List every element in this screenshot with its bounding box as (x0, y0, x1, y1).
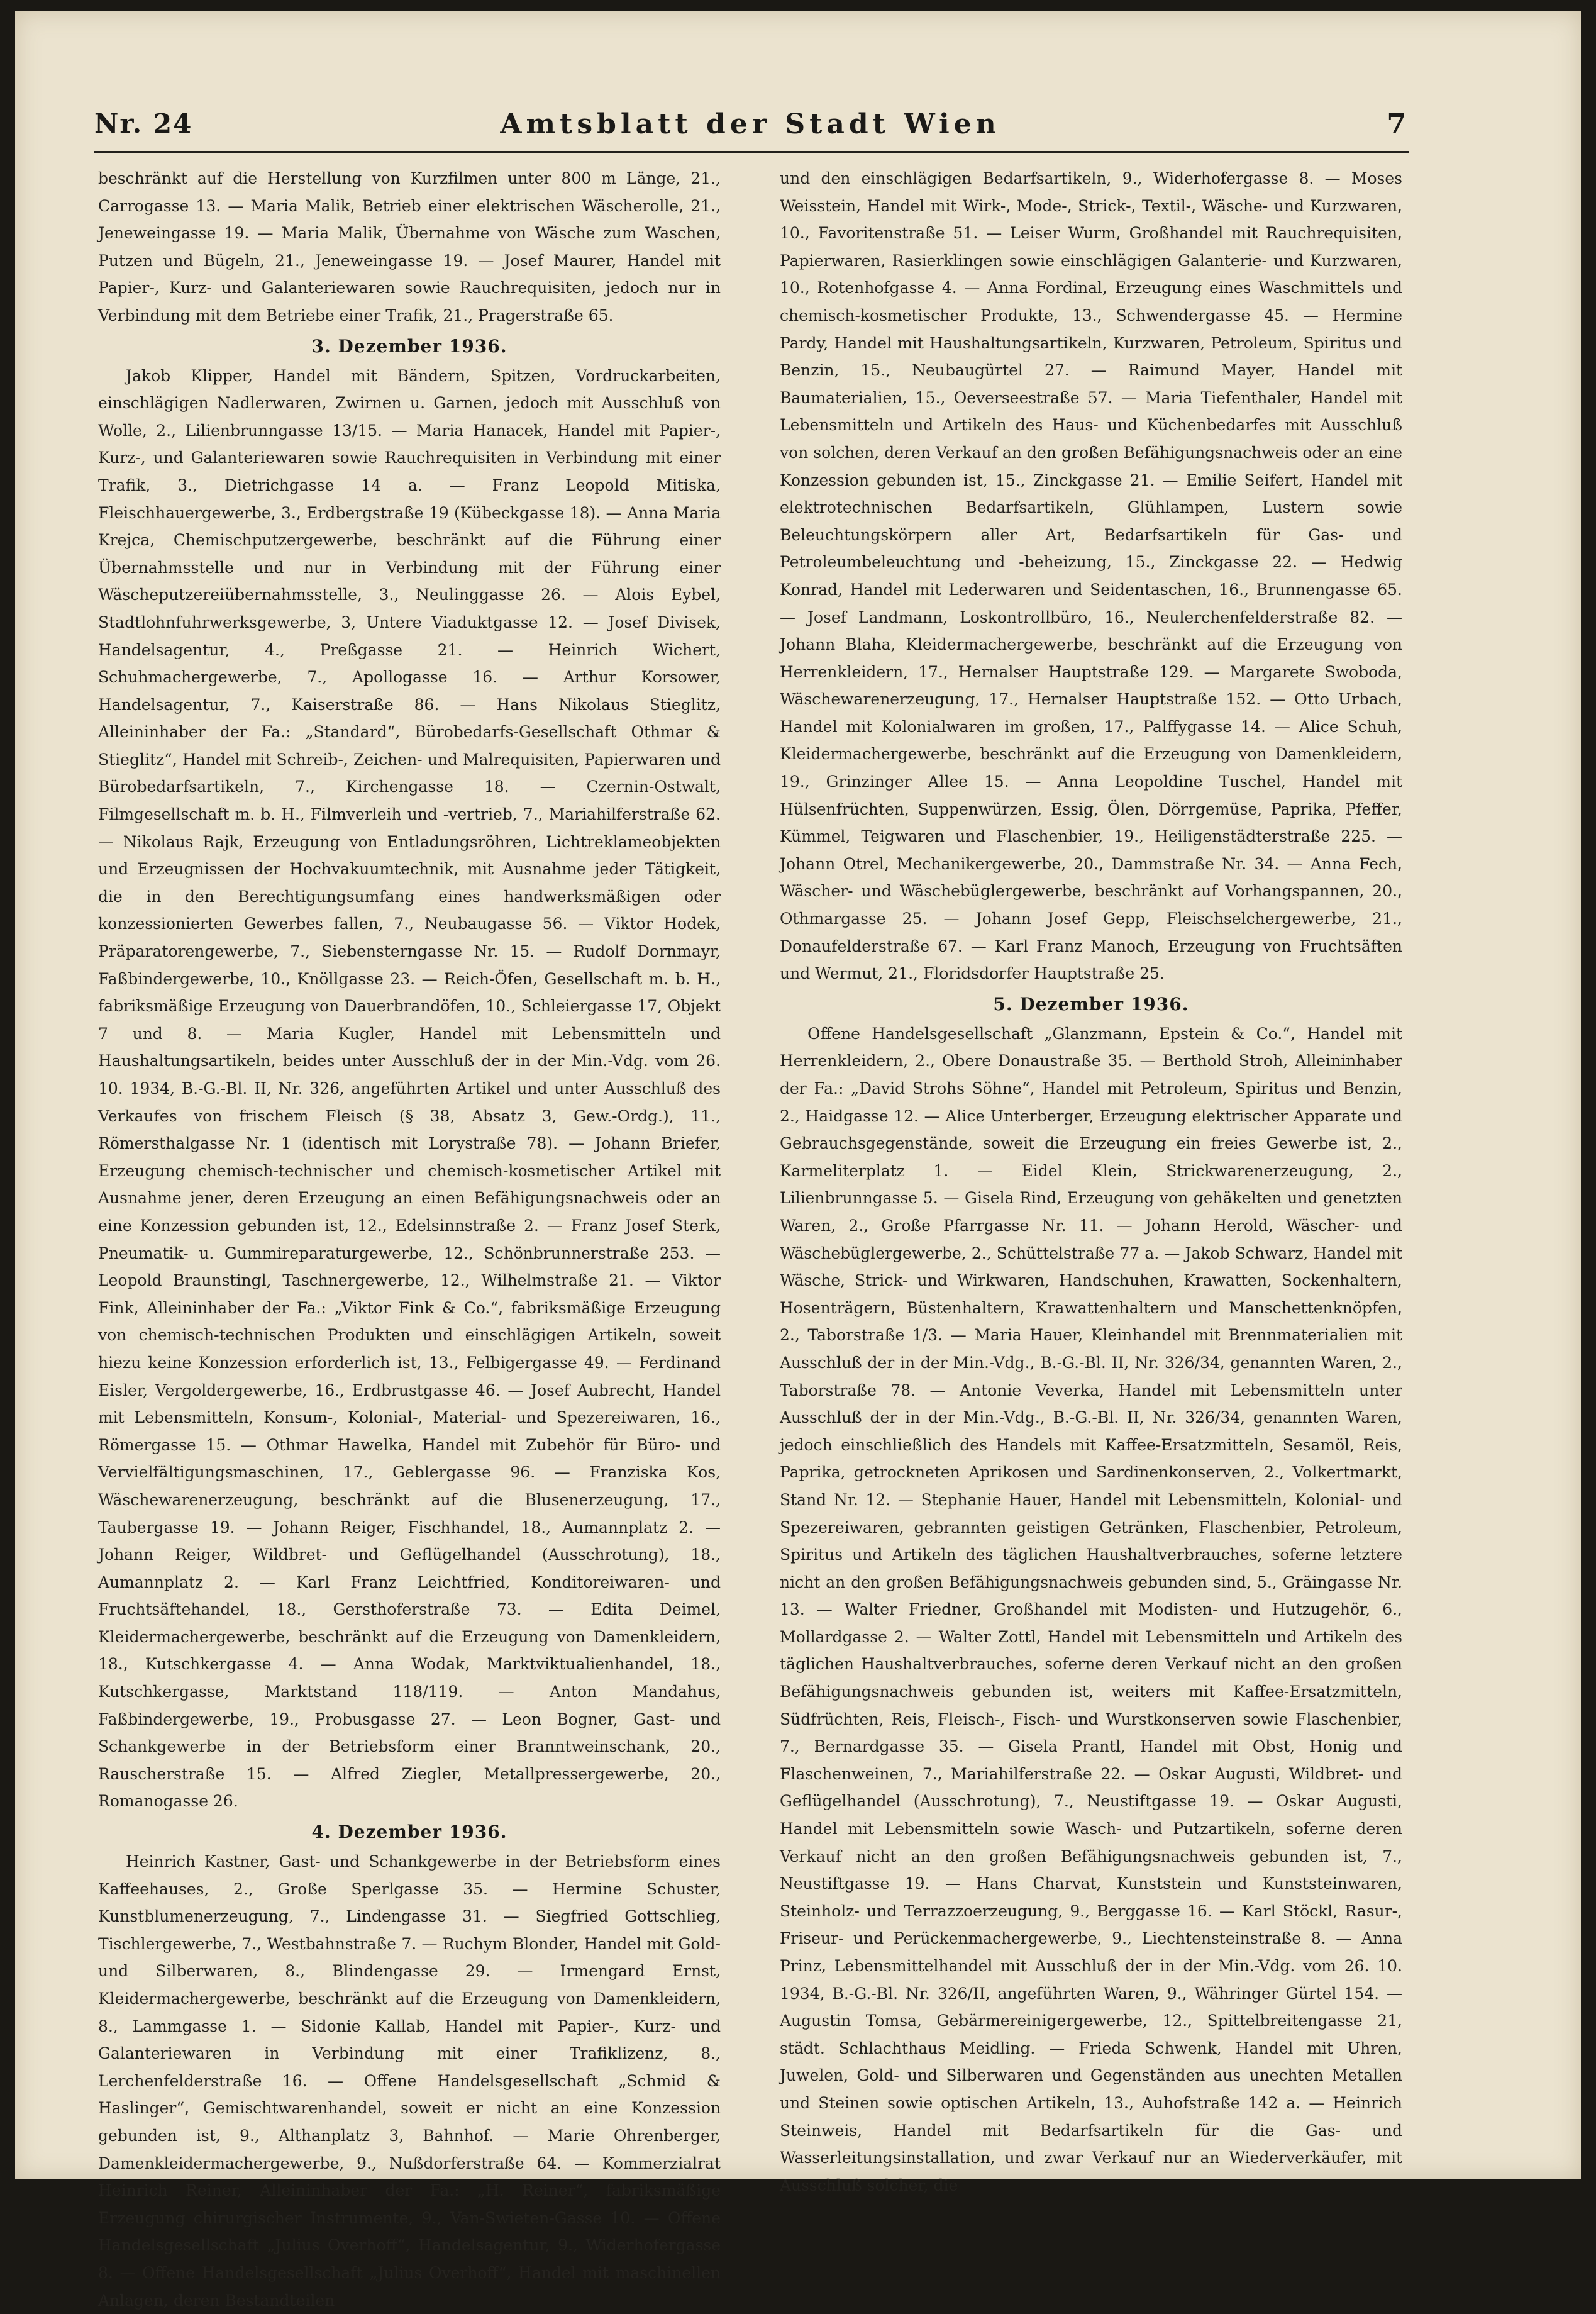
page-number: 7 (1387, 108, 1406, 140)
masthead-title: Amtsblatt der Stadt Wien (500, 108, 1000, 140)
date-heading: 3. Dezember 1936. (311, 335, 507, 357)
left-column (98, 165, 721, 2310)
page-header (94, 108, 1406, 152)
header-rule (94, 151, 1409, 153)
paragraph: und den einschlägigen Bedarfsartikeln, 9., Widerhofergasse 8. — Moses Weisstein, Handel mit Wirk-, Mode-, Strick-, Textil-, Wäsche- und Kurzwaren, 10., Favoritenstraße 51. — Leiser Wurm, Großhandel mit Rauchrequisiten, Papierwaren, Rasierklingen sowie einschlägigen Galanterie- und Kurzwaren, 10., Rotenhofgasse 4. — Anna Fordinal, Erzeugung eines Waschmittels und chemisch-kosmetischer Produkte, 13., Schwendergasse 45. — Hermine Pardy, Handel mit Haushaltungsartikeln, Kurzwaren, Petroleum, Spiritus und Benzin, 15., Neubaugürtel 27. — Raimund Mayer, Handel mit Baumaterialien, 15., Oeverseestraße 57. — Maria Tiefenthaler, Handel mit Lebensmitteln und Artikeln des Haus- und Küchenbedarfes mit Ausschluß von solchen, deren Verkauf an den großen Befähigungsnachweis oder an eine Konzession gebunden ist, 15., Zinckgasse 21. — Emilie Seifert, Handel mit elektrotechnischen Bedarfsartikeln, Glühlampen, Lustern sowie Beleuchtungskörpern aller Art, Bedarfsartikeln für Gas- und Petroleumbeleuchtung und -beheizung, 15., Zinckgasse 22. — Hedwig Konrad, Handel mit Lederwaren und Seidentaschen, 16., Brunnengasse 65. — Josef Landmann, Loskontrollbüro, 16., Neulerchenfelderstraße 82. — Johann Blaha, Kleidermachergewerbe, beschränkt auf die Erzeugung von Herrenkleidern, 17., Hernalser Hauptstraße 129. — Margarete Swoboda, Wäschewarenerzeugung, 17., Hernalser Hauptstraße 152. — Otto Urbach, Handel mit Kolonialwaren im großen, 17., Palffygasse 14. — Alice Schuh, Kleidermachergewerbe, beschränkt auf die Erzeugung von Damenkleidern, 19., Grinzinger Allee 15. — Anna Leopoldine Tuschel, Handel mit Hülsenfrüchten, Suppenwürzen, Essig, Ölen, Dörrgemüse, Paprika, Pfeffer, Kümmel, Teigwaren und Flaschenbier, 19., Heiligenstädterstraße 225. — Johann Otrel, Mechanikergewerbe, 20., Dammstraße Nr. 34. — Anna Fech, Wäscher- und Wäschebüglergewerbe, beschränkt auf Vorhangspannen, 20., Othmargasse 25. — Johann Josef Gepp, Fleischselchergewerbe, 21., Donaufelderstraße 67. — Karl Franz Manoch, Erzeugung von Fruchtsäften und Wermut, 21., Floridsdorfer Hauptstraße 25. (780, 169, 1402, 983)
paragraph: Heinrich Kastner, Gast- und Schankgewerbe in der Betriebsform eines Kaffeehauses, 2., Große Sperlgasse 35. — Hermine Schuster, Kunstblumenerzeugung, 7., Lindengasse 31. — Siegfried Gottschlieg, Tischlergewerbe, 7., Westbahnstraße 7. — Ruchym Blonder, Handel mit Gold- und Silberwaren, 8., Blindengasse 29. — Irmengard Ernst, Kleidermachergewerbe, beschränkt auf die Erzeugung von Damenkleidern, 8., Lammgasse 1. — Sidonie Kallab, Handel mit Papier-, Kurz- und Galanteriewaren in Verbindung mit einer Trafiklizenz, 8., Lerchenfelderstraße 16. — Offene Handelsgesellschaft „Schmid & Haslinger“, Gemischtwarenhandel, soweit er nicht an eine Konzession gebunden ist, 9., Althanplatz 3, Bahnhof. — Marie Ohrenberger, Damenkleidermachergewerbe, 9., Nußdorferstraße 64. — Kommerzialrat Heinrich Reiner, Alleininhaber der Fa.: „H. Reiner“, fabriksmäßige Erzeugung chirurgischer Instrumente, 9., Van-Swieten-Gasse 10. — Offene Handelsgesellschaft „Julius Overhoff“, Handelsagentur, 9., Widerhofergasse 8. — Offene Handelsgesellschaft „Julius Overhoff“, Handel mit maschinellen Anlagen, deren Bestandteilen (98, 1852, 721, 2310)
date-heading: 5. Dezember 1936. (993, 993, 1189, 1015)
paragraph: Jakob Klipper, Handel mit Bändern, Spitzen, Vordruckarbeiten, einschlägigen Nadlerwaren, Zwirnen u. Garnen, jedoch mit Ausschluß von Wolle, 2., Lilienbrunngasse 13/15. — Maria Hanacek, Handel mit Papier-, Kurz-, und Galanteriewaren sowie Rauchrequisiten in Verbindung mit einer Trafik, 3., Dietrichgasse 14 a. — Franz Leopold Mitiska, Fleischhauergewerbe, 3., Erdbergstraße 19 (Kübeckgasse 18). — Anna Maria Krejca, Chemischputzergewerbe, beschränkt auf die Führung einer Übernahmsstelle und nur in Verbindung mit der Führung einer Wäscheputzereiübernahmsstelle, 3., Neulinggasse 26. — Alois Eybel, Stadtlohnfuhrwerksgewerbe, 3, Untere Viaduktgasse 12. — Josef Divisek, Handelsagentur, 4., Preßgasse 21. — Heinrich Wichert, Schuhmachergewerbe, 7., Apollogasse 16. — Arthur Korsower, Handelsagentur, 7., Kaiserstraße 86. — Hans Nikolaus Stieglitz, Alleininhaber der Fa.: „Standard“, Bürobedarfs-Gesellschaft Othmar & Stieglitz“, Handel mit Schreib-, Zeichen- und Malrequisiten, Papierwaren und Bürobedarfsartikeln, 7., Kirchengasse 18. — Czernin-Ostwalt, Filmgesellschaft m. b. H., Filmverleih und -vertrieb, 7., Mariahilferstraße 62. — Nikolaus Rajk, Erzeugung von Entladungsröhren, Lichtreklameobjekten und Erzeugnissen der Hochvakuumtechnik, mit Ausnahme jeder Tätigkeit, die in den Berechtigungsumfang eines handwerksmäßigen oder konzessionierten Gewerbes fallen, 7., Neubaugasse 56. — Viktor Hodek, Präparatorengewerbe, 7., Siebensterngasse Nr. 15. — Rudolf Dornmayr, Faßbindergewerbe, 10., Knöllgasse 23. — Reich-Öfen, Gesellschaft m. b. H., fabriksmäßige Erzeugung von Dauerbrandöfen, 10., Schleiergasse 17, Objekt 7 und 8. — Maria Kugler, Handel mit Lebensmitteln und Haushaltungsartikeln, beides unter Ausschluß der in der Min.-Vdg. vom 26. 10. 1934, B.-G.-Bl. II, Nr. 326, angeführten Artikel und unter Ausschluß des Verkaufes von frischem Fleisch (§ 38, Absatz 3, Gew.-Ordg.), 11., Römersthalgasse Nr. 1 (identisch mit Lorystraße 78). — Johann Briefer, Erzeugung chemisch-technischer und chemisch-kosmetischer Artikel mit Ausnahme jener, deren Erzeugung an einen Befähigungsnachweis oder an eine Konzession gebunden ist, 12., Edelsinnstraße 2. — Franz Josef Sterk, Pneumatik- u. Gummireparaturgewerbe, 12., Schönbrunnerstraße 253. — Leopold Braunstingl, Taschnergewerbe, 12., Wilhelmstraße 21. — Viktor Fink, Alleininhaber der Fa.: „Viktor Fink & Co.“, fabriksmäßige Erzeugung von chemisch-technischen Produkten und einschlägigen Artikeln, soweit hiezu keine Konzession erforderlich ist, 13., Felbigergasse 49. — Ferdinand Eisler, Vergoldergewerbe, 16., Erdbrustgasse 46. — Josef Aubrecht, Handel mit Lebensmitteln, Konsum-, Kolonial-, Material- und Spezereiwaren, 16., Römergasse 15. — Othmar Hawelka, Handel mit Zubehör für Büro- und Vervielfältigungsmaschinen, 17., Geblergasse 96. — Franziska Kos, Wäschewarenerzeugung, beschränkt auf die Blusenerzeugung, 17., Taubergasse 19. — Johann Reiger, Fischhandel, 18., Aumannplatz 2. — Johann Reiger, Wildbret- und Geflügelhandel (Ausschrotung), 18., Aumannplatz 2. — Karl Franz Leichtfried, Konditoreiwaren- und Fruchtsäftehandel, 18., Gersthoferstraße 73. — Edita Deimel, Kleidermachergewerbe, beschränkt auf die Erzeugung von Damenkleidern, 18., Kutschkergasse 4. — Anna Wodak, Marktviktualienhandel, 18., Kutschkergasse, Marktstand 118/119. — Anton Mandahus, Faßbindergewerbe, 19., Probusgasse 27. — Leon Bogner, Gast- und Schankgewerbe in der Betriebsform einer Branntweinschank, 20., Rauscherstraße 15. — Alfred Ziegler, Metallpressergewerbe, 20., Romanogasse 26. (98, 366, 721, 1811)
issue-number: Nr. 24 (94, 108, 193, 139)
right-column (780, 165, 1402, 2194)
paragraph: beschränkt auf die Herstellung von Kurzfilmen unter 800 m Länge, 21., Carrogasse 13. — Maria Malik, Betrieb einer elektrischen Wäscherolle, 21., Jeneweingasse 19. — Maria Malik, Übernahme von Wäsche zum Waschen, Putzen und Bügeln, 21., Jeneweingasse 19. — Josef Maurer, Handel mit Papier-, Kurz- und Galanteriewaren sowie Rauchrequisiten, jedoch nur in Verbindung mit dem Betriebe einer Trafik, 21., Pragerstraße 65. (98, 169, 721, 325)
date-heading: 4. Dezember 1936. (311, 1822, 507, 1843)
paragraph: Offene Handelsgesellschaft „Glanzmann, Epstein & Co.“, Handel mit Herrenkleidern, 2., Obere Donaustraße 35. — Berthold Stroh, Alleininhaber der Fa.: „David Strohs Söhne“, Handel mit Petroleum, Spiritus und Benzin, 2., Haidgasse 12. — Alice Unterberger, Erzeugung elektrischer Apparate und Gebrauchsgegenstände, soweit die Erzeugung ein freies Gewerbe ist, 2., Karmeliterplatz 1. — Eidel Klein, Strickwarenerzeugung, 2., Lilienbrunngasse 5. — Gisela Rind, Erzeugung von gehäkelten und genetzten Waren, 2., Große Pfarrgasse Nr. 11. — Johann Herold, Wäscher- und Wäschebüglergewerbe, 2., Schüttelstraße 77 a. — Jakob Schwarz, Handel mit Wäsche, Strick- und Wirkwaren, Handschuhen, Krawatten, Sockenhaltern, Hosenträgern, Büstenhaltern, Krawattenhaltern und Manschettenknöpfen, 2., Taborstraße 1/3. — Maria Hauer, Kleinhandel mit Brennmaterialien mit Ausschluß der in der Min.-Vdg., B.-G.-Bl. II, Nr. 326/34, genannten Waren, 2., Taborstraße 78. — Antonie Veverka, Handel mit Lebensmitteln unter Ausschluß der in der Min.-Vdg., B.-G.-Bl. II, Nr. 326/34, genannten Waren, jedoch einschließlich des Handels mit Kaffee-Ersatzmitteln, Sesamöl, Reis, Paprika, getrockneten Aprikosen und Sardinenkonserven, 2., Volkertmarkt, Stand Nr. 12. — Stephanie Hauer, Handel mit Lebensmitteln, Kolonial- und Spezereiwaren, gebrannten geistigen Getränken, Flaschenbier, Petroleum, Spiritus und Artikeln des täglichen Haushaltverbrauches, soferne letztere nicht an den großen Befähigungsnachweis gebunden sind, 5., Gräingasse Nr. 13. — Walter Friedner, Großhandel mit Modisten- und Hutzugehör, 6., Mollardgasse 2. — Walter Zottl, Handel mit Lebensmitteln und Artikeln des täglichen Haushaltverbrauches, soferne deren Verkauf nicht an den großen Befähigungsnachweis gebunden ist, weiters mit Kaffee-Ersatzmitteln, Südfrüchten, Reis, Fleisch-, Fisch- und Wurstkonserven sowie Flaschenbier, 7., Bernardgasse 35. — Gisela Prantl, Handel mit Obst, Honig und Flaschenweinen, 7., Mariahilferstraße 22. — Oskar Augusti, Wildbret- und Geflügelhandel (Ausschrotung), 7., Neustiftgasse 19. — Oskar Augusti, Handel mit Lebensmitteln sowie Wasch- und Putzartikeln, soferne deren Verkauf nicht an den großen Befähigungsnachweis gebunden ist, 7., Neustiftgasse 19. — Hans Charvat, Kunststein und Kunststeinwaren, Steinholz- und Terrazzoerzeugung, 9., Berggasse 16. — Karl Stöckl, Rasur-, Friseur- und Perückenmachergewerbe, 9., Liechtensteinstraße 8. — Anna Prinz, Lebensmittelhandel mit Ausschluß der in der Min.-Vdg. vom 26. 10. 1934, B.-G.-Bl. Nr. 326/II, angeführten Waren, 9., Währinger Gürtel 154. — Augustin Tomsa, Gebärmereinigergewerbe, 12., Spittelbreitengasse 21, städt. Schlachthaus Meidling. — Frieda Schwenk, Handel mit Uhren, Juwelen, Gold- und Silberwaren und Gegenständen aus unechten Metallen und Steinen sowie optischen Artikeln, 13., Auhofstraße 142 a. — Heinrich Steinweis, Handel mit Bedarfsartikeln für die Gas- und Wasserleitungsinstallation, und zwar Verkauf nur an Wiederverkäufer, mit Ausschluß solcher, die (780, 1024, 1402, 2194)
